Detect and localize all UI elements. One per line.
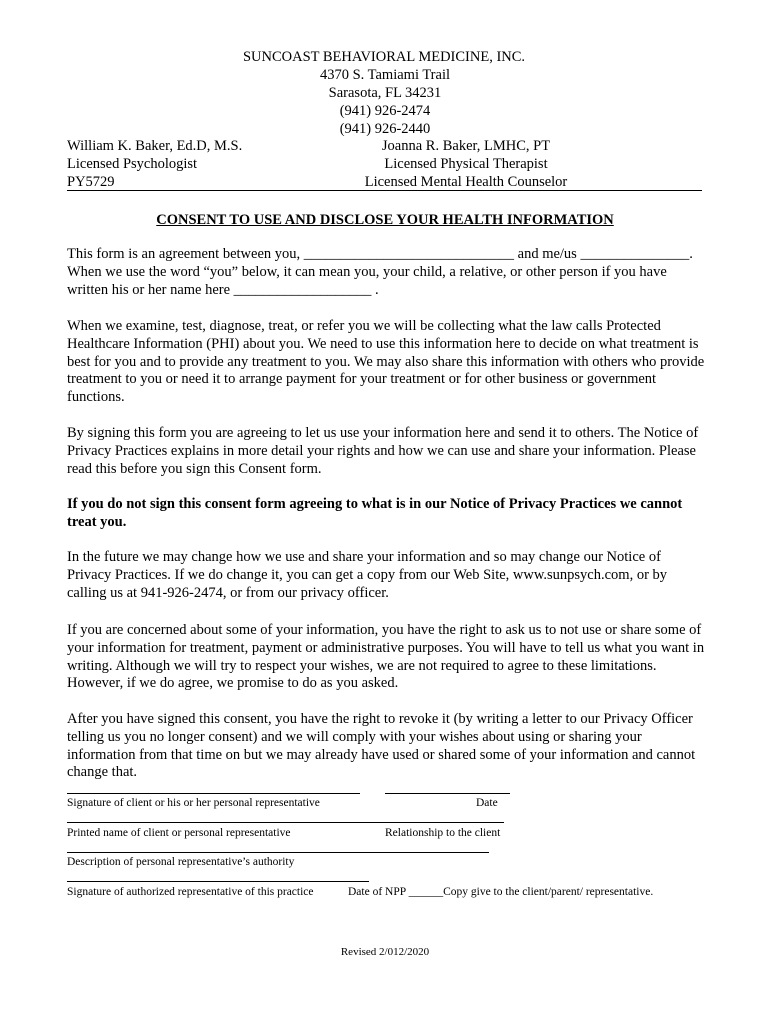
practice-name: SUNCOAST BEHAVIORAL MEDICINE, INC. <box>242 49 526 65</box>
paragraph-phi: When we examine, test, diagnose, treat, or refer you we will be collecting what the law calls Protected Healthcare Information (PHI) about you. We need to use this information here to decide on what treatment is best for you and to provide any treatment to you. We may also share this information with others who provide treatment to you or need it to arrange payment for your treatment or for other business or government functions. <box>67 318 705 406</box>
right-provider-block <box>336 137 596 191</box>
client-signature-line[interactable] <box>67 793 360 794</box>
practice-phone2: (941) 926-2440 <box>339 121 431 137</box>
document-title: CONSENT TO USE AND DISCLOSE YOUR HEALTH INFORMATION <box>156 212 614 228</box>
authority-label: Description of personal representative’s authority <box>67 856 295 868</box>
right-provider-title1: Licensed Physical Therapist <box>384 156 548 172</box>
client-signature-label: Signature of client or his or her personal representative <box>67 797 320 809</box>
date-label: Date <box>476 797 498 809</box>
paragraph-warning: If you do not sign this consent form agreeing to what is in our Notice of Privacy Practices we cannot treat you. <box>67 496 683 530</box>
printed-name-line[interactable] <box>67 822 504 823</box>
date-line[interactable] <box>385 793 510 794</box>
authority-line[interactable] <box>67 852 489 853</box>
left-provider-name: William K. Baker, Ed.D, M.S. <box>67 138 243 154</box>
authorized-rep-line[interactable] <box>67 881 369 882</box>
printed-name-label: Printed name of client or personal representative <box>67 827 291 839</box>
left-provider-license: PY5729 <box>67 174 115 190</box>
left-provider-title: Licensed Psychologist <box>67 156 198 172</box>
practice-address-line1: 4370 S. Tamiami Trail <box>319 67 451 83</box>
revision-date: Revised 2/012/2020 <box>340 946 430 958</box>
paragraph-agreement: This form is an agreement between you, _____________________________ and me/us _______________. When we use the word “you” below, it can mean you, your child, a relative, or other person if you have written his or her name here ___________________ . <box>67 246 693 298</box>
paragraph-restrictions: If you are concerned about some of your information, you have the right to ask us to not use or share some of your information for treatment, payment or administrative purposes. You will have to tell us what you want in writing. Although we will try to respect your wishes, we are not required to agree to these limitations. However, if we do agree, we promise to do as you asked. <box>67 622 705 692</box>
authorized-rep-label: Signature of authorized representative of this practice <box>67 886 314 898</box>
paragraph-future-changes: In the future we may change how we use and share your information and so may change our Notice of Privacy Practices. If we do change it, you can get a copy from our Web Site, www.sunpsych.com, or by calling us at 941-926-2474, or from our privacy officer. <box>67 549 668 601</box>
right-provider-title2: Licensed Mental Health Counselor <box>364 174 568 190</box>
practice-header <box>0 48 770 138</box>
left-provider-block <box>67 137 242 191</box>
right-provider-name: Joanna R. Baker, LMHC, PT <box>381 138 551 154</box>
npp-label: Date of NPP ______Copy give to the client/parent/ representative. <box>348 886 654 898</box>
paragraph-revoke: After you have signed this consent, you have the right to revoke it (by writing a letter to our Privacy Officer telling us you no longer consent) and we will comply with your wishes about using or sharing your information from that time on but we may already have used or shared some of your information and cannot change that. <box>67 711 696 781</box>
practice-address-line2: Sarasota, FL 34231 <box>328 85 442 101</box>
relationship-label: Relationship to the client <box>385 827 501 839</box>
header-divider <box>67 190 702 191</box>
practice-phone1: (941) 926-2474 <box>339 103 431 119</box>
paragraph-signing: By signing this form you are agreeing to let us use your information here and send it to others. The Notice of Privacy Practices explains in more detail your rights and how we can use and share your information. Please read this before you sign this Consent form. <box>67 425 699 477</box>
